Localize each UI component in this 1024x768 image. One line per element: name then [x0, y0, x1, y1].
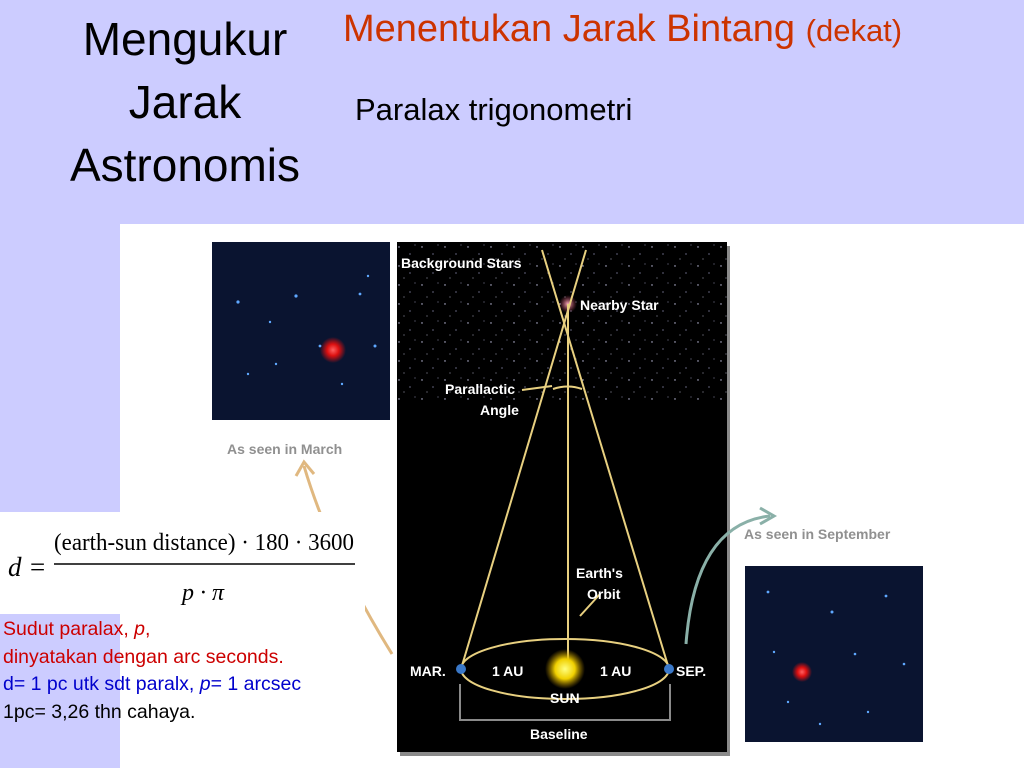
earth-september [664, 664, 674, 674]
note-line-3-b: = 1 arcsec [210, 673, 302, 695]
march-caption: As seen in March [227, 441, 343, 457]
nearby-star-label: Nearby Star [580, 297, 659, 313]
sun-label: SUN [550, 690, 580, 706]
sun [545, 649, 585, 689]
note-line-3 [3, 671, 301, 699]
parallactic-angle-label-2: Angle [480, 402, 519, 418]
note-line-4: 1pc= 3,26 thn cahaya. [3, 700, 196, 723]
subtitle-main: Menentukan Jarak Bintang [343, 8, 796, 50]
sep-label: SEP. [676, 663, 707, 679]
title-line-3: Astronomis [69, 139, 301, 191]
formula-lhs: d = [8, 552, 47, 582]
note-line-1-text: Sudut paralax, [3, 618, 135, 640]
note-line-1-end: , [145, 618, 151, 640]
note-line-2: dinyatakan dengan arc seconds. [3, 645, 284, 668]
note-line-3-a: d= 1 pc utk sdt paralx, [3, 673, 200, 695]
au-right-label: 1 AU [600, 663, 632, 679]
september-caption: As seen in September [744, 526, 891, 542]
earths-orbit-label-1: Earth's [576, 565, 623, 581]
subtitle-paren: (dekat) [805, 13, 903, 48]
march-view-inset [212, 242, 390, 420]
method-heading: Paralax trigonometri [355, 92, 633, 127]
baseline-label: Baseline [530, 726, 588, 742]
background-stars-label: Background Stars [401, 255, 522, 271]
explanation-notes [3, 616, 301, 726]
formula-denominator: p · π [182, 580, 225, 606]
slide-subtitle [343, 8, 902, 51]
parallax-panel [397, 242, 730, 756]
distance-formula [0, 512, 365, 614]
red-star-march [320, 337, 346, 363]
note-line-1 [3, 616, 301, 644]
main-title [30, 8, 340, 197]
mar-label: MAR. [410, 663, 446, 679]
red-star-september [792, 662, 812, 682]
september-view-inset [745, 566, 923, 742]
note-line-3-var: p [199, 673, 211, 695]
au-left-label: 1 AU [492, 663, 524, 679]
formula-numerator: (earth-sun distance) · 180 · 3600 [54, 530, 354, 556]
earths-orbit-label-2: Orbit [587, 586, 621, 602]
earth-march [456, 664, 466, 674]
note-line-1-var: p [134, 618, 146, 640]
parallactic-angle-label-1: Parallactic [445, 381, 516, 397]
title-line-2: Jarak [128, 76, 242, 128]
title-line-1: Mengukur [82, 13, 288, 65]
